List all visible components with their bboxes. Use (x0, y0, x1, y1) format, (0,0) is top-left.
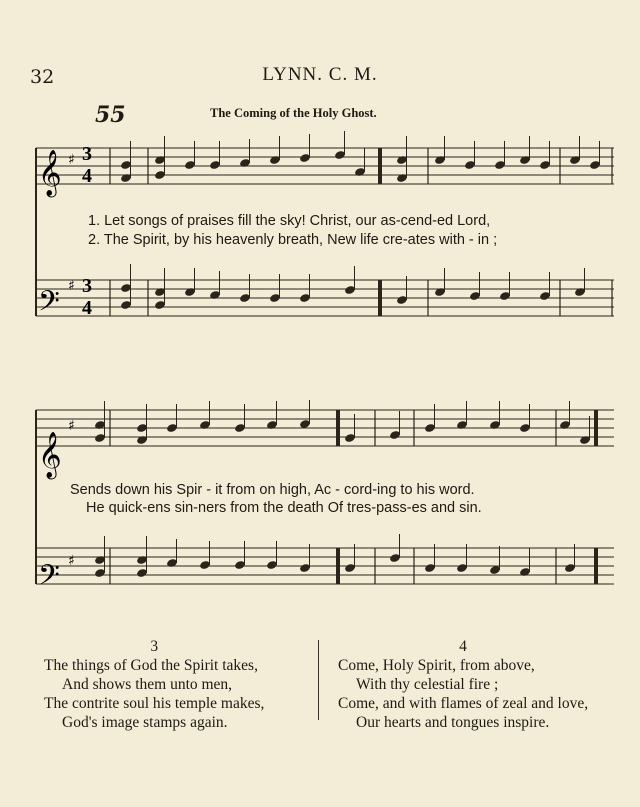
stanza-line: The contrite soul his temple makes, (44, 695, 265, 712)
sharp-icon: ♯ (68, 553, 75, 569)
stanza-divider (318, 640, 319, 720)
clefs (38, 150, 75, 599)
treble-clef-icon: 𝄞 (38, 432, 62, 478)
time-signature (82, 143, 92, 319)
lyric-line-verse-2: He quick-ens sin-ners from the death Of tres-pass-es and sin. (86, 500, 482, 516)
stanza-line: And shows them unto men, (62, 676, 233, 693)
stanza-line: Come, and with flames of zeal and love, (338, 695, 589, 712)
time-signature-bottom: 4 (82, 297, 92, 319)
lyric-line-verse-1: Sends down his Spir - it from on high, Ac - cord-ing to his word. (70, 482, 475, 498)
hymn-number: 55 (95, 102, 126, 128)
sharp-icon: ♯ (68, 152, 75, 168)
time-signature-top: 3 (82, 275, 92, 297)
bass-clef-icon: 𝄢 (38, 559, 60, 599)
stanza-line: Come, Holy Spirit, from above, (338, 657, 535, 674)
lyric-line-verse-1: 1. Let songs of praises fill the sky! Christ, our as-cend-ed Lord, (88, 213, 491, 229)
treble-clef-icon: 𝄞 (38, 150, 62, 196)
stanza-line: Our hearts and tongues inspire. (356, 714, 550, 731)
stanza-3 (44, 637, 264, 732)
lyric-line-verse-2: 2. The Spirit, by his heavenly breath, New life cre-ates with - in ; (88, 232, 498, 248)
page-number: 32 (30, 66, 55, 88)
sharp-icon: ♯ (68, 418, 75, 434)
stanza-line: God's image stamps again. (62, 714, 228, 731)
sharp-icon: ♯ (68, 278, 75, 294)
time-signature-top: 3 (82, 143, 92, 165)
hymn-subtitle: The Coming of the Holy Ghost. (210, 106, 377, 120)
stanza-line: The things of God the Spirit takes, (44, 657, 258, 674)
stanza-4 (338, 637, 588, 732)
time-signature-bottom: 4 (82, 165, 92, 187)
stanza-line: With thy celestial fire ; (356, 676, 499, 693)
stanza-number: 3 (150, 638, 159, 655)
hymn-tune-title: LYNN. C. M. (262, 64, 378, 85)
bass-clef-icon: 𝄢 (38, 285, 60, 325)
stanza-number: 4 (459, 638, 467, 655)
